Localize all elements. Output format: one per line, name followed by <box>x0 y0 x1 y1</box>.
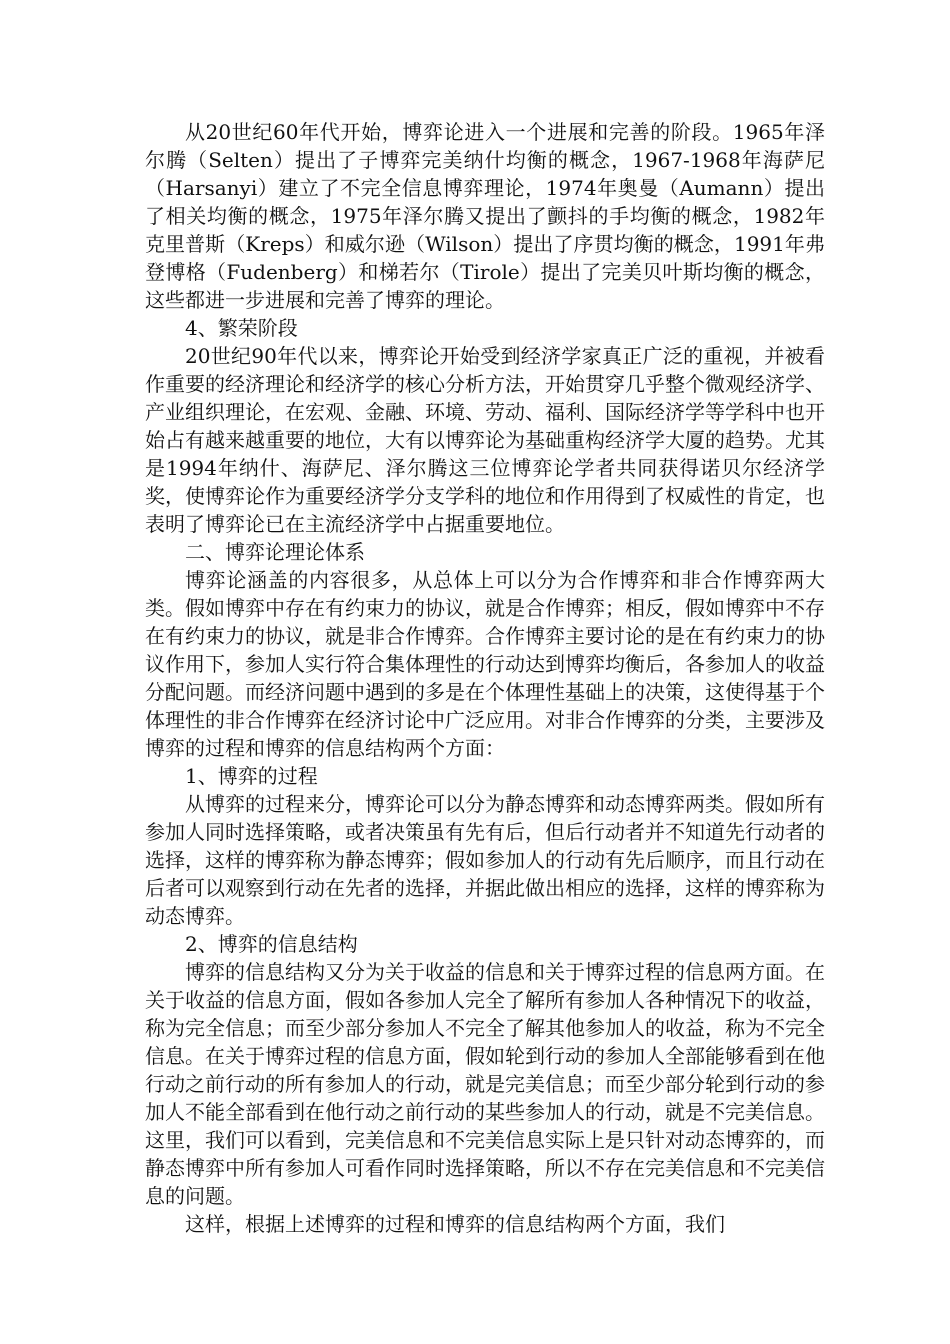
heading-game-process: 1、博弈的过程 <box>185 764 318 788</box>
heading-prosperity-stage: 4、繁荣阶段 <box>185 316 298 340</box>
document-page <box>145 118 825 1238</box>
paragraph-information: 博弈的信息结构又分为关于收益的信息和关于博弈过程的信息两方面。在关于收益的信息方面，假如各参加人完全了解所有参加人各种情况下的收益，称为完全信息；而至少部分参加人不完全了解其他参加人的收益，称为不完全信息。在关于博弈过程的信息方面，假如轮到行动的参加人全部能够看到在他行动之前行动的所有参加人的行动，就是完美信息；而至少部分轮到行动的参加人不能全部看到在他行动之前行动的某些参加人的行动，就是不完美信息。这里，我们可以看到，完美信息和不完美信息实际上是只针对动态博弈的，而静态博弈中所有参加人可看作同时选择策略，所以不存在完美信息和不完美信息的问题。 <box>145 960 825 1208</box>
heading-theory-system: 二、博弈论理论体系 <box>185 540 365 564</box>
heading-information-structure: 2、博弈的信息结构 <box>185 932 358 956</box>
paragraph-cooperative-noncooperative: 博弈论涵盖的内容很多，从总体上可以分为合作博弈和非合作博弈两大类。假如博弈中存在有约束力的协议，就是合作博弈；相反，假如博弈中不存在有约束力的协议，就是非合作博弈。合作博弈主要讨论的是在有约束力的协议作用下，参加人实行符合集体理性的行动达到博弈均衡后，各参加人的收益分配问题。而经济问题中遇到的多是在个体理性基础上的决策，这使得基于个体理性的非合作博弈在经济讨论中广泛应用。对非合作博弈的分类，主要涉及博弈的过程和博弈的信息结构两个方面： <box>145 568 825 760</box>
paragraph-static-dynamic: 从博弈的过程来分，博弈论可以分为静态博弈和动态博弈两类。假如所有参加人同时选择策略，或者决策虽有先有后，但后行动者并不知道先行动者的选择，这样的博弈称为静态博弈；假如参加人的行动有先后顺序，而且行动在后者可以观察到行动在先者的选择，并据此做出相应的选择，这样的博弈称为动态博弈。 <box>145 792 825 928</box>
paragraph-prosperity: 20世纪90年代以来，博弈论开始受到经济学家真正广泛的重视，并被看作重要的经济理论和经济学的核心分析方法，开始贯穿几乎整个微观经济学、产业组织理论，在宏观、金融、环境、劳动、福利、国际经济学等学科中也开始占有越来越重要的地位，大有以博弈论为基础重构经济学大厦的趋势。尤其是1994年纳什、海萨尼、泽尔腾这三位博弈论学者共同获得诺贝尔经济学奖，使博弈论作为重要经济学分支学科的地位和作用得到了权威性的肯定，也表明了博弈论已在主流经济学中占据重要地位。 <box>145 344 825 536</box>
paragraph-conclusion-start: 这样，根据上述博弈的过程和博弈的信息结构两个方面，我们 <box>185 1212 725 1236</box>
paragraph-development-stage: 从20世纪60年代开始，博弈论进入一个进展和完善的阶段。1965年泽尔腾（Selten）提出了子博弈完美纳什均衡的概念，1967-1968年海萨尼（Harsanyi）建立了不完全信息博弈理论，1974年奥曼（Aumann）提出了相关均衡的概念，1975年泽尔腾又提出了颤抖的手均衡的概念，1982年克里普斯（Kreps）和威尔逊（Wilson）提出了序贯均衡的概念，1991年弗登博格（Fudenberg）和梯若尔（Tirole）提出了完美贝叶斯均衡的概念，这些都进一步进展和完善了博弈的理论。 <box>145 120 825 312</box>
